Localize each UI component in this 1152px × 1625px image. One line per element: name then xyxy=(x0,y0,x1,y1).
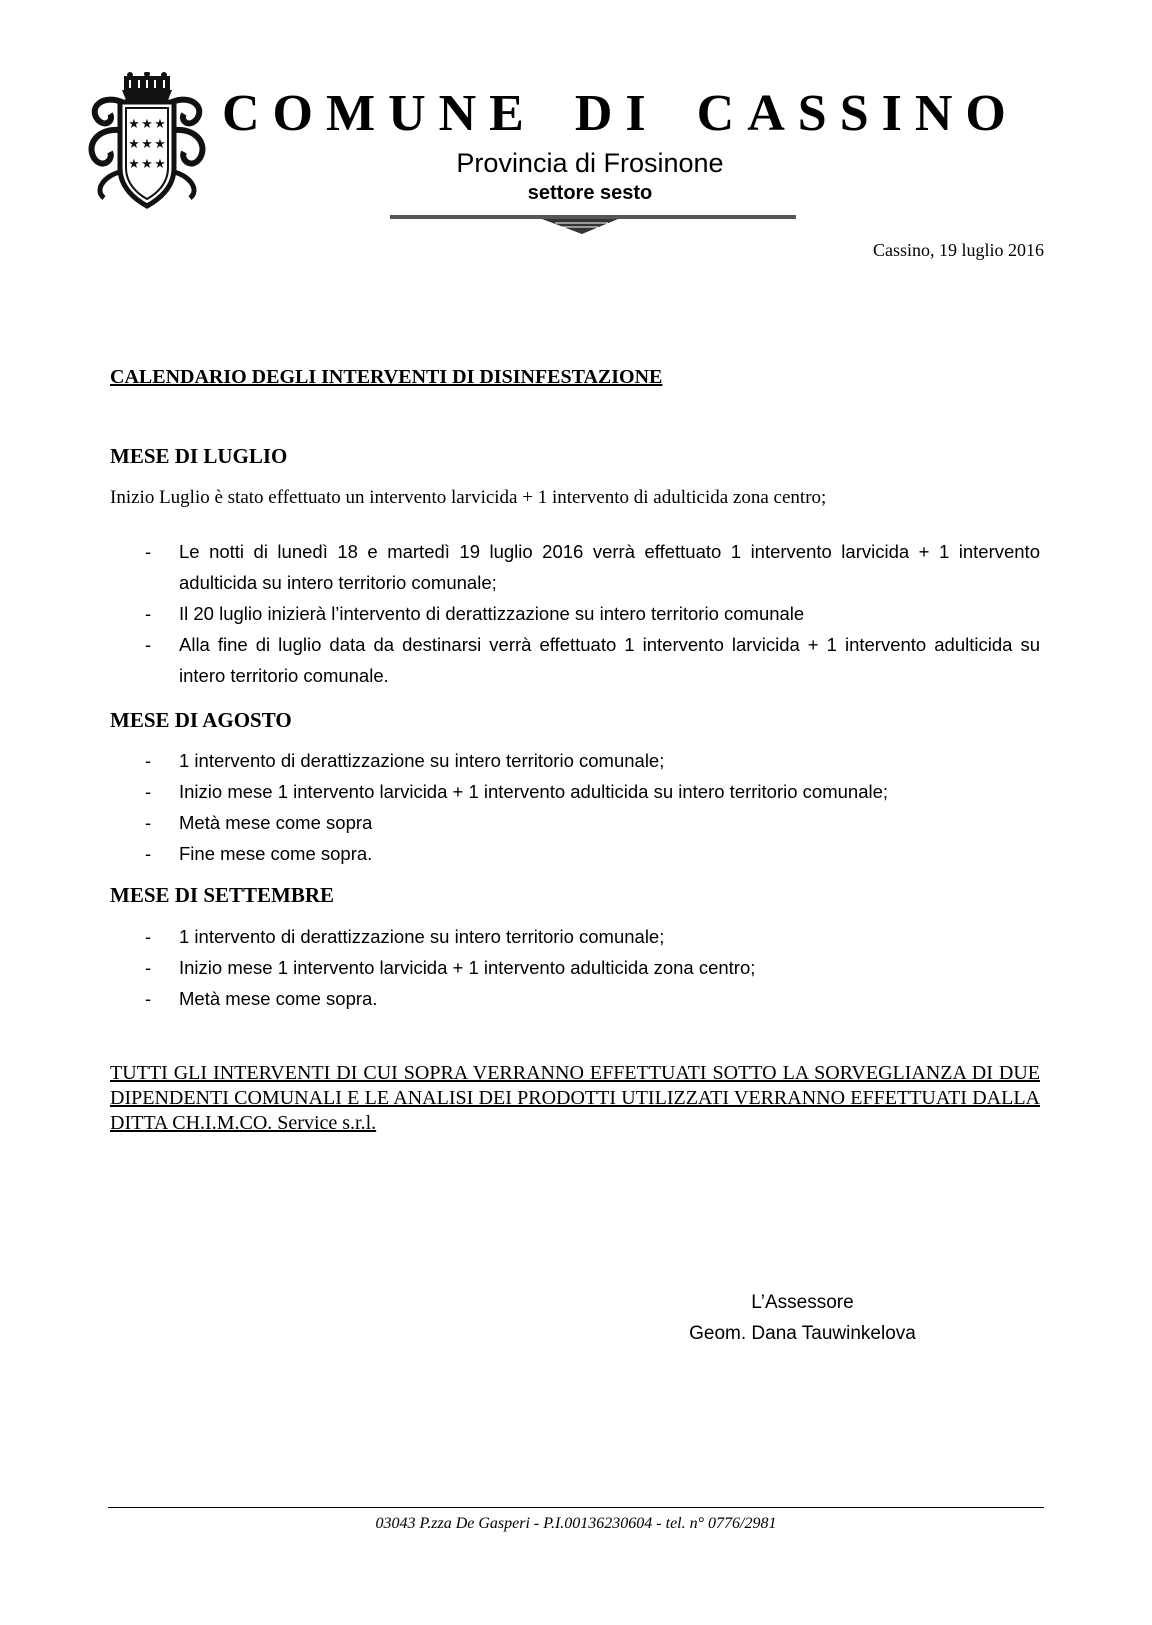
svg-text:★: ★ xyxy=(128,137,140,152)
list-item xyxy=(145,983,1040,1014)
list-item-text: 1 intervento di derattizzazione su intero territorio comunale; xyxy=(179,750,665,771)
bullet-marker: - xyxy=(145,812,152,833)
list-item-text: Inizio mese 1 intervento larvicida + 1 intervento adulticida su intero territorio comunale; xyxy=(179,781,889,802)
document-date: Cassino, 19 luglio 2016 xyxy=(872,240,1044,260)
list-item-text: Inizio mese 1 intervento larvicida + 1 intervento adulticida zona centro; xyxy=(179,957,756,978)
coat-of-arms-icon xyxy=(84,72,210,212)
list-item xyxy=(145,536,1040,598)
sector-name: settore sesto xyxy=(527,182,653,204)
svg-text:★: ★ xyxy=(154,157,166,172)
list-july xyxy=(145,536,1040,691)
bullet-marker: - xyxy=(145,843,152,864)
bullet-marker: - xyxy=(145,988,152,1009)
svg-text:★: ★ xyxy=(141,157,153,172)
footer-address: 03043 P.zza De Gasperi - P.I.00136230604 - tel. n° 0776/2981 xyxy=(375,1515,777,1532)
municipality-word-1: COMUNE xyxy=(222,85,537,142)
list-item xyxy=(145,838,1040,869)
svg-text:★: ★ xyxy=(154,117,166,132)
list-item-text: Metà mese come sopra. xyxy=(179,988,378,1009)
svg-text:★: ★ xyxy=(128,117,140,132)
list-item-text: Il 20 luglio inizierà l’intervento di derattizzazione su intero territorio comunale xyxy=(179,603,805,624)
province-name: Provincia di Frosinone xyxy=(456,148,724,178)
list-item xyxy=(145,776,1040,807)
footer-divider xyxy=(108,1507,1044,1508)
svg-text:★: ★ xyxy=(141,137,153,152)
list-item xyxy=(145,952,1040,983)
signature-role: L’Assessore xyxy=(751,1292,854,1313)
bullet-marker: - xyxy=(145,750,152,771)
list-item xyxy=(145,745,1040,776)
list-item xyxy=(145,629,1040,691)
list-item-text: Alla fine di luglio data da destinarsi verrà effettuato 1 intervento larvicida + 1 intervento adulticida su intero territorio comunale. xyxy=(179,634,1040,686)
list-item xyxy=(145,807,1040,838)
list-item-text: 1 intervento di derattizzazione su intero territorio comunale; xyxy=(179,926,665,947)
section-intro-july: Inizio Luglio è stato effettuato un intervento larvicida + 1 intervento di adulticida zona centro; xyxy=(110,487,827,508)
svg-text:★: ★ xyxy=(154,137,166,152)
municipality-name xyxy=(222,84,1019,143)
bullet-marker: - xyxy=(145,541,152,562)
bullet-marker: - xyxy=(145,781,152,802)
signature-name: Geom. Dana Tauwinkelova xyxy=(689,1323,916,1344)
header-divider xyxy=(390,212,796,238)
list-item xyxy=(145,921,1040,952)
bullet-marker: - xyxy=(145,957,152,978)
list-august xyxy=(145,745,1040,869)
svg-text:★: ★ xyxy=(128,157,140,172)
document-title: CALENDARIO DEGLI INTERVENTI DI DISINFESTAZIONE xyxy=(110,366,663,388)
list-september xyxy=(145,921,1040,1014)
supervision-notice: TUTTI GLI INTERVENTI DI CUI SOPRA VERRANNO EFFETTUATI SOTTO LA SORVEGLIANZA DI DUE DIPENDENTI COMUNALI E LE ANALISI DEI PRODOTTI UTILIZZATI VERRANNO EFFETTUATI DALLA DITTA CH.I.M.CO. Service s.r.l. xyxy=(110,1062,1040,1134)
list-item xyxy=(145,598,1040,629)
list-item-text: Metà mese come sopra xyxy=(179,812,373,833)
svg-text:★: ★ xyxy=(141,117,153,132)
section-heading-september: MESE DI SETTEMBRE xyxy=(110,883,335,907)
municipality-word-3: CASSINO xyxy=(696,85,1019,142)
list-item-text: Fine mese come sopra. xyxy=(179,843,373,864)
bullet-marker: - xyxy=(145,634,152,655)
signature-block xyxy=(600,1287,1005,1349)
bullet-marker: - xyxy=(145,603,152,624)
section-heading-august: MESE DI AGOSTO xyxy=(110,708,292,732)
list-item-text: Le notti di lunedì 18 e martedì 19 luglio 2016 verrà effettuato 1 intervento larvicida + 1 intervento adulticida su intero territorio comunale; xyxy=(179,541,1040,593)
section-heading-july: MESE DI LUGLIO xyxy=(110,444,288,468)
municipality-word-2: DI xyxy=(574,85,659,142)
bullet-marker: - xyxy=(145,926,152,947)
